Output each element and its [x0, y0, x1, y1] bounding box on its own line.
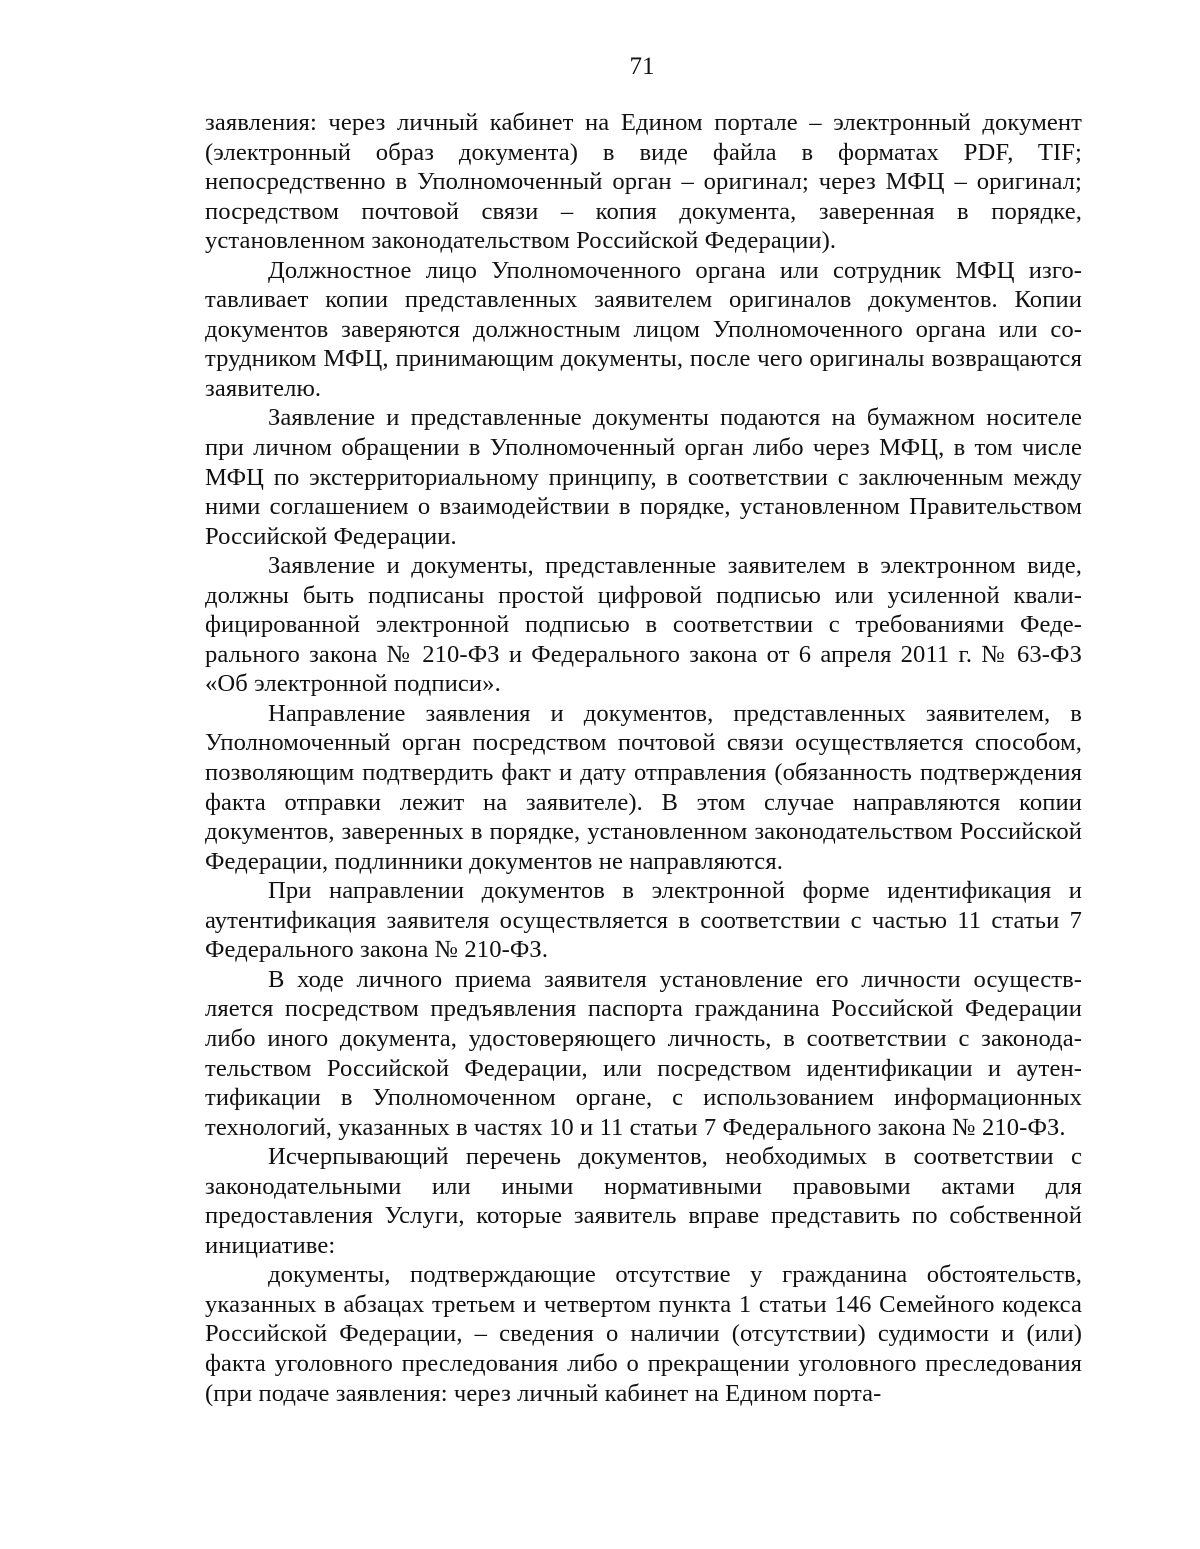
paragraph: Направление заявления и документов, представленных заявителем, в Уполномоченный орган посредством почтовой связи осуществляется способом, позволяющим подтвердить факт и дату отправления (обязанность подтверждения факта отправки лежит на заявителе). В этом случае направляются копии документов, заверенных в порядке, установленном законодательством Российской Федерации, подлинники документов не направляются.: [205, 699, 1082, 875]
paragraph: Исчерпывающий перечень документов, необходимых в соответствии с законодательными или иными нормативными правовыми актами для предоставления Услуги, которые заявитель вправе представить по собственной инициативе:: [205, 1143, 1082, 1259]
paragraph: Заявление и представленные документы подаются на бумажном носителе при личном обращении в Уполномоченный орган либо через МФЦ, в том числе МФЦ по экстерриториальному принципу, в соответствии с заключенным между ними соглашением о взаимодействии в порядке, установленном Правительством Российской Федерации.: [205, 404, 1082, 550]
paragraph: Должностное лицо Уполномоченного органа или сотрудник МФЦ изготавливает копии представленных заявителем оригиналов документов. Копии документов заверяются должностным лицом Уполномоченного органа или сотрудником МФЦ, принимающим документы, после чего оригиналы возвращаются заявителю.: [205, 256, 1082, 402]
document-body: [205, 108, 1082, 1408]
paragraph: При направлении документов в электронной форме идентификация и аутентификация заявителя осуществляется в соответствии с частью 11 статьи 7 Федерального закона № 210-ФЗ.: [205, 877, 1082, 964]
paragraph: В ходе личного приема заявителя установление его личности осуществляется посредством предъявления паспорта гражданина Российской Федерации либо иного документа, удостоверяющего личность, в соответствии с законодательством Российской Федерации, или посредством идентификации и аутентификации в Уполномоченном органе, с использованием информационных технологий, указанных в частях 10 и 11 статьи 7 Федерального закона № 210-ФЗ.: [205, 965, 1082, 1141]
paragraph: документы, подтверждающие отсутствие у гражданина обстоятельств, указанных в абзацах третьем и четвертом пункта 1 статьи 146 Семейного кодекса Российской Федерации, – сведения о наличии (отсутствии) судимости и (или) факта уголовного преследования либо о прекращении уголовного преследования (при подаче заявления: через личный кабинет на Едином порта-: [205, 1261, 1082, 1407]
paragraph: Заявление и документы, представленные заявителем в электронном виде, должны быть подписаны простой цифровой подписью или усиленной квалифицированной электронной подписью в соответствии с требованиями Федерального закона № 210-ФЗ и Федерального закона от 6 апреля 2011 г. № 63-ФЗ «Об электронной подписи».: [205, 552, 1082, 698]
page-number: 71: [629, 53, 655, 80]
paragraph: заявления: через личный кабинет на Едином портале – электронный документ (электронный образ документа) в виде файла в форматах PDF, TIF; непосредственно в Уполномоченный орган – оригинал; через МФЦ – оригинал; посредством почтовой связи – копия документа, заверенная в порядке, установленном законодательством Российской Федерации).: [205, 109, 1082, 255]
